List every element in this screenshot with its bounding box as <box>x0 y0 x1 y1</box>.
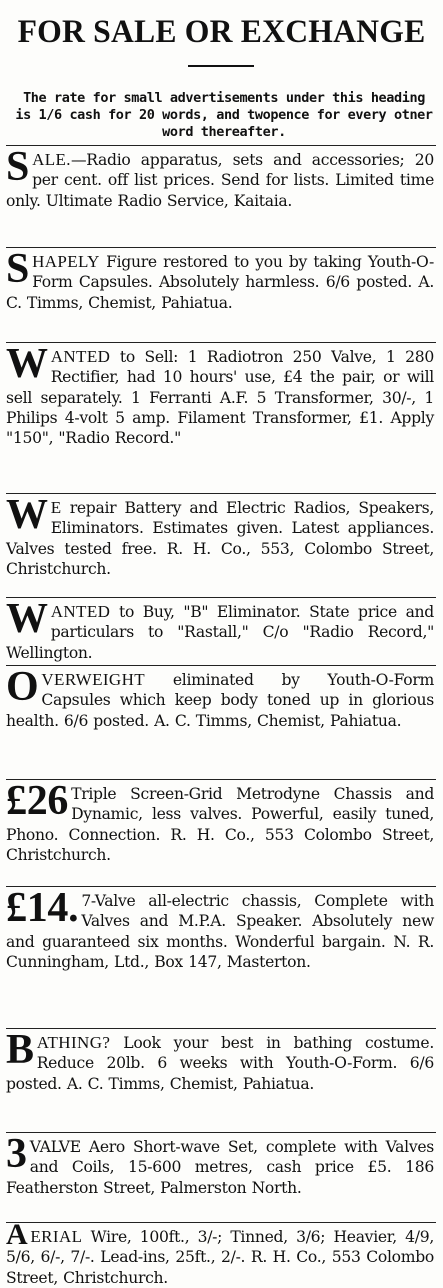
divider <box>6 247 436 248</box>
rate-note: The rate for small advertisements under this heading is 1/6 cash for 20 words, and twopence for every otner word thereafter. <box>15 90 433 140</box>
divider <box>6 779 436 780</box>
ad-metrodyne-chassis <box>6 778 434 865</box>
ad-text: Figure restored to you by taking Youth-O-Form Capsules. Absolutely harmless. 6/6 posted. A. C. Timms, Chemist, Pahiatua. <box>6 253 434 312</box>
ad-sale-radio <box>6 144 434 211</box>
ad-lead: ANTED <box>50 347 111 366</box>
ad-bathing <box>6 1027 434 1094</box>
ad-text: repair Battery and Electric Radios, Speakers, Eliminators. Estimates given. Latest appliances. Valves tested free. R. H. Co., 553, Colombo Street, Christchurch. <box>6 499 434 578</box>
divider <box>6 597 436 598</box>
ad-text: —Radio apparatus, sets and accessories; 20 per cent. off list prices. Send for lists. Limited time only. Ultimate Radio Service, Kaitaia. <box>6 151 434 210</box>
ad-short-wave-set <box>6 1131 434 1198</box>
divider <box>6 493 436 494</box>
section-heading: FOR SALE OR EXCHANGE <box>17 14 426 50</box>
ad-initial: W <box>6 492 48 538</box>
ad-wanted-to-sell <box>6 341 434 448</box>
divider <box>6 342 436 343</box>
ad-lead: ALE. <box>32 150 71 169</box>
divider <box>6 1222 436 1223</box>
ad-lead: ANTED <box>50 602 111 621</box>
ad-lead: ATHING? <box>36 1033 111 1052</box>
ad-7-valve-chassis <box>6 885 434 972</box>
heading-rule <box>188 65 254 67</box>
ad-initial: W <box>6 596 48 642</box>
ad-initial: 3 <box>6 1131 27 1177</box>
divider <box>6 145 436 146</box>
ad-text: to Sell: 1 Radiotron 250 Valve, 1 280 Rectifier, had 10 hours' use, £4 the pair, or will sell separately. 1 Ferranti A.F. 5 Transformer, 30/-, 1 Philips 4-volt 5 amp. Filament Transformer, £1. Apply "150", "Radio Record." <box>6 348 434 448</box>
ad-lead: ERIAL <box>30 1227 83 1246</box>
ad-initial: A <box>6 1218 28 1251</box>
ad-initial: S <box>6 246 30 292</box>
ad-text: 7-Valve all-electric chassis, Complete with Valves and M.P.A. Speaker. Absolutely new and guaranteed six months. Wonderful bargain. N. R. Cunningham, Ltd., Box 147, Masterton. <box>6 892 434 971</box>
divider <box>6 665 436 666</box>
ad-shapely-figure <box>6 246 434 313</box>
ad-initial: W <box>6 341 48 387</box>
divider <box>6 1028 436 1029</box>
ad-lead: HAPELY <box>32 252 100 271</box>
ad-overweight <box>6 664 434 731</box>
ad-initial: B <box>6 1027 34 1073</box>
ad-aerial-wire <box>6 1218 434 1288</box>
ad-wanted-to-buy <box>6 596 434 663</box>
ad-text: Look your best in bathing costume. Reduce 20lb. 6 weeks with Youth-O-Form. 6/6 posted. A. C. Timms, Chemist, Pahiatua. <box>6 1034 434 1093</box>
ad-text: Wire, 100ft., 3/-; Tinned, 3/6; Heavier, 4/9, 5/6, 6/-, 7/-. Lead-ins, 25ft., 2/-. R. H. Co., 553 Colombo Street, Christchurch. <box>6 1228 434 1287</box>
ad-initial: S <box>6 144 30 190</box>
ad-price: £14. <box>6 885 79 931</box>
ad-price: £26 <box>6 778 69 824</box>
ad-lead: VERWEIGHT <box>41 670 146 689</box>
ad-we-repair <box>6 492 434 579</box>
ad-lead: E <box>50 498 62 517</box>
divider <box>6 1132 436 1133</box>
ad-text: VALVE Aero Short-wave Set, complete with Valves and Coils, 15-600 metres, cash price £5. 186 Featherston Street, Palmerston North. <box>6 1138 434 1197</box>
ad-text: to Buy, "B" Eliminator. State price and particulars to "Rastall," C/o "Radio Record," Wellington. <box>6 603 434 662</box>
ad-text: eliminated by Youth-O-Form Capsules which keep body toned up in glorious health. 6/6 posted. A. C. Timms, Chemist, Pahiatua. <box>6 671 434 730</box>
ad-initial: O <box>6 664 39 710</box>
ad-text: Triple Screen-Grid Metrodyne Chassis and Dynamic, less valves. Powerful, easily tuned, Phono. Connection. R. H. Co., 553 Colombo Street, Christchurch. <box>6 785 434 864</box>
